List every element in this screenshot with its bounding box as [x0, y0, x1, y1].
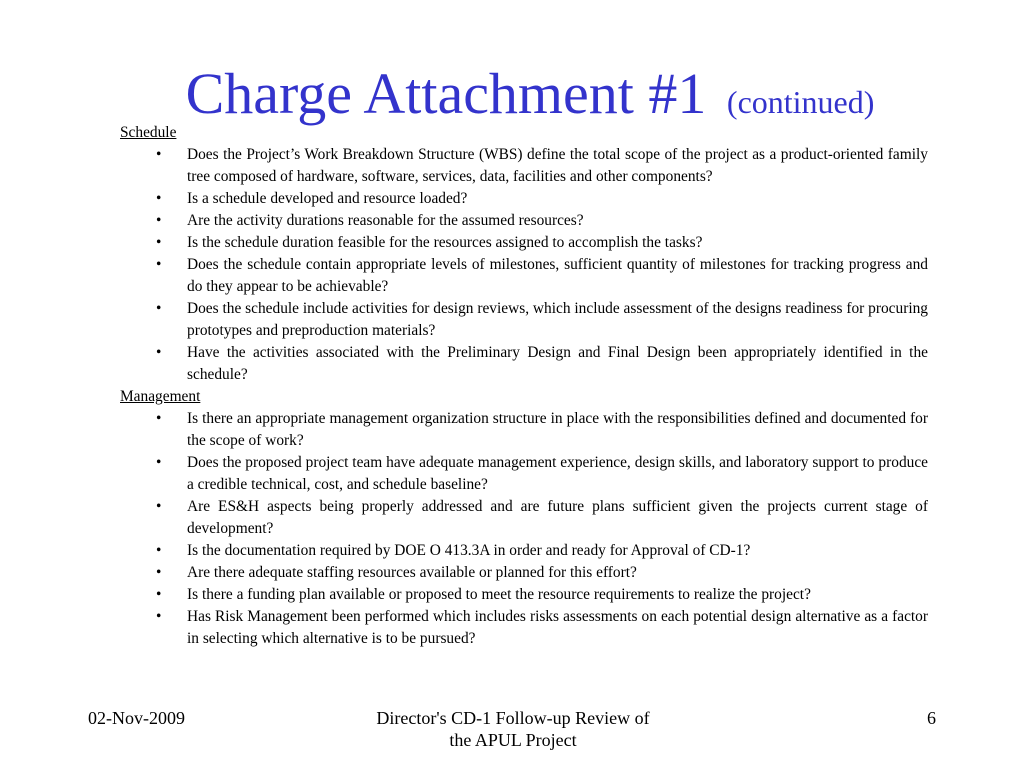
list-item — [120, 342, 928, 386]
list-item-text: Are ES&H aspects being properly addressed and are future plans sufficient given the projects current stage of development? — [187, 498, 928, 537]
slide-title-main: Charge Attachment #1 — [185, 61, 707, 126]
list-item-text: Does the schedule contain appropriate levels of milestones, sufficient quantity of milestones for tracking progress and do they appear to be achievable? — [187, 256, 928, 295]
footer-title — [340, 707, 686, 751]
bullet-icon: • — [156, 256, 162, 273]
management-list — [120, 408, 928, 650]
list-item — [120, 452, 928, 496]
list-item-text: Is the schedule duration feasible for the resources assigned to accomplish the tasks? — [187, 234, 703, 251]
list-item — [120, 540, 928, 562]
bullet-icon: • — [156, 586, 162, 603]
list-item-text: Is there a funding plan available or proposed to meet the resource requirements to realize the project? — [187, 586, 811, 603]
slide-body — [120, 122, 928, 650]
list-item — [120, 232, 928, 254]
list-item — [120, 298, 928, 342]
list-item — [120, 408, 928, 452]
bullet-icon: • — [156, 344, 162, 361]
list-item-text: Are there adequate staffing resources available or planned for this effort? — [187, 564, 637, 581]
list-item — [120, 210, 928, 232]
bullet-icon: • — [156, 608, 162, 625]
bullet-icon: • — [156, 212, 162, 229]
list-item — [120, 254, 928, 298]
list-item-text: Does the schedule include activities for design reviews, which include assessment of the designs readiness for procuring prototypes and preproduction materials? — [187, 300, 928, 339]
footer-title-line-1: Director's CD-1 Follow-up Review of — [376, 708, 650, 728]
bullet-icon: • — [156, 542, 162, 559]
list-item-text: Has Risk Management been performed which includes risks assessments on each potential design alternative as a factor in selecting which alternative is to be pursued? — [187, 608, 928, 647]
bullet-icon: • — [156, 498, 162, 515]
list-item-text: Is a schedule developed and resource loaded? — [187, 190, 468, 207]
slide-title-sub: (continued) — [726, 84, 875, 120]
bullet-icon: • — [156, 300, 162, 317]
list-item — [120, 496, 928, 540]
footer-title-line-2: the APUL Project — [449, 730, 577, 750]
list-item-text: Does the proposed project team have adequate management experience, design skills, and laboratory support to produce a credible technical, cost, and schedule baseline? — [187, 454, 928, 493]
list-item-text: Have the activities associated with the Preliminary Design and Final Design been appropriately identified in the schedule? — [187, 344, 928, 383]
bullet-icon: • — [156, 410, 162, 427]
schedule-list — [120, 144, 928, 386]
section-heading-management: Management — [120, 388, 201, 405]
page-number: 6 — [927, 708, 936, 728]
list-item — [120, 562, 928, 584]
footer-date: 02-Nov-2009 — [88, 708, 185, 728]
bullet-icon: • — [156, 454, 162, 471]
list-item — [120, 188, 928, 210]
list-item — [120, 606, 928, 650]
list-item — [120, 144, 928, 188]
list-item-text: Does the Project’s Work Breakdown Structure (WBS) define the total scope of the project as a product-oriented family tree composed of hardware, software, services, data, facilities and other components? — [187, 146, 928, 185]
section-heading-schedule: Schedule — [120, 124, 177, 141]
list-item — [120, 584, 928, 606]
bullet-icon: • — [156, 146, 162, 163]
list-item-text: Is the documentation required by DOE O 413.3A in order and ready for Approval of CD-1? — [187, 542, 751, 559]
bullet-icon: • — [156, 564, 162, 581]
bullet-icon: • — [156, 190, 162, 207]
list-item-text: Is there an appropriate management organization structure in place with the responsibilities defined and documented for the scope of work? — [187, 410, 928, 449]
list-item-text: Are the activity durations reasonable for the assumed resources? — [187, 212, 584, 229]
bullet-icon: • — [156, 234, 162, 251]
